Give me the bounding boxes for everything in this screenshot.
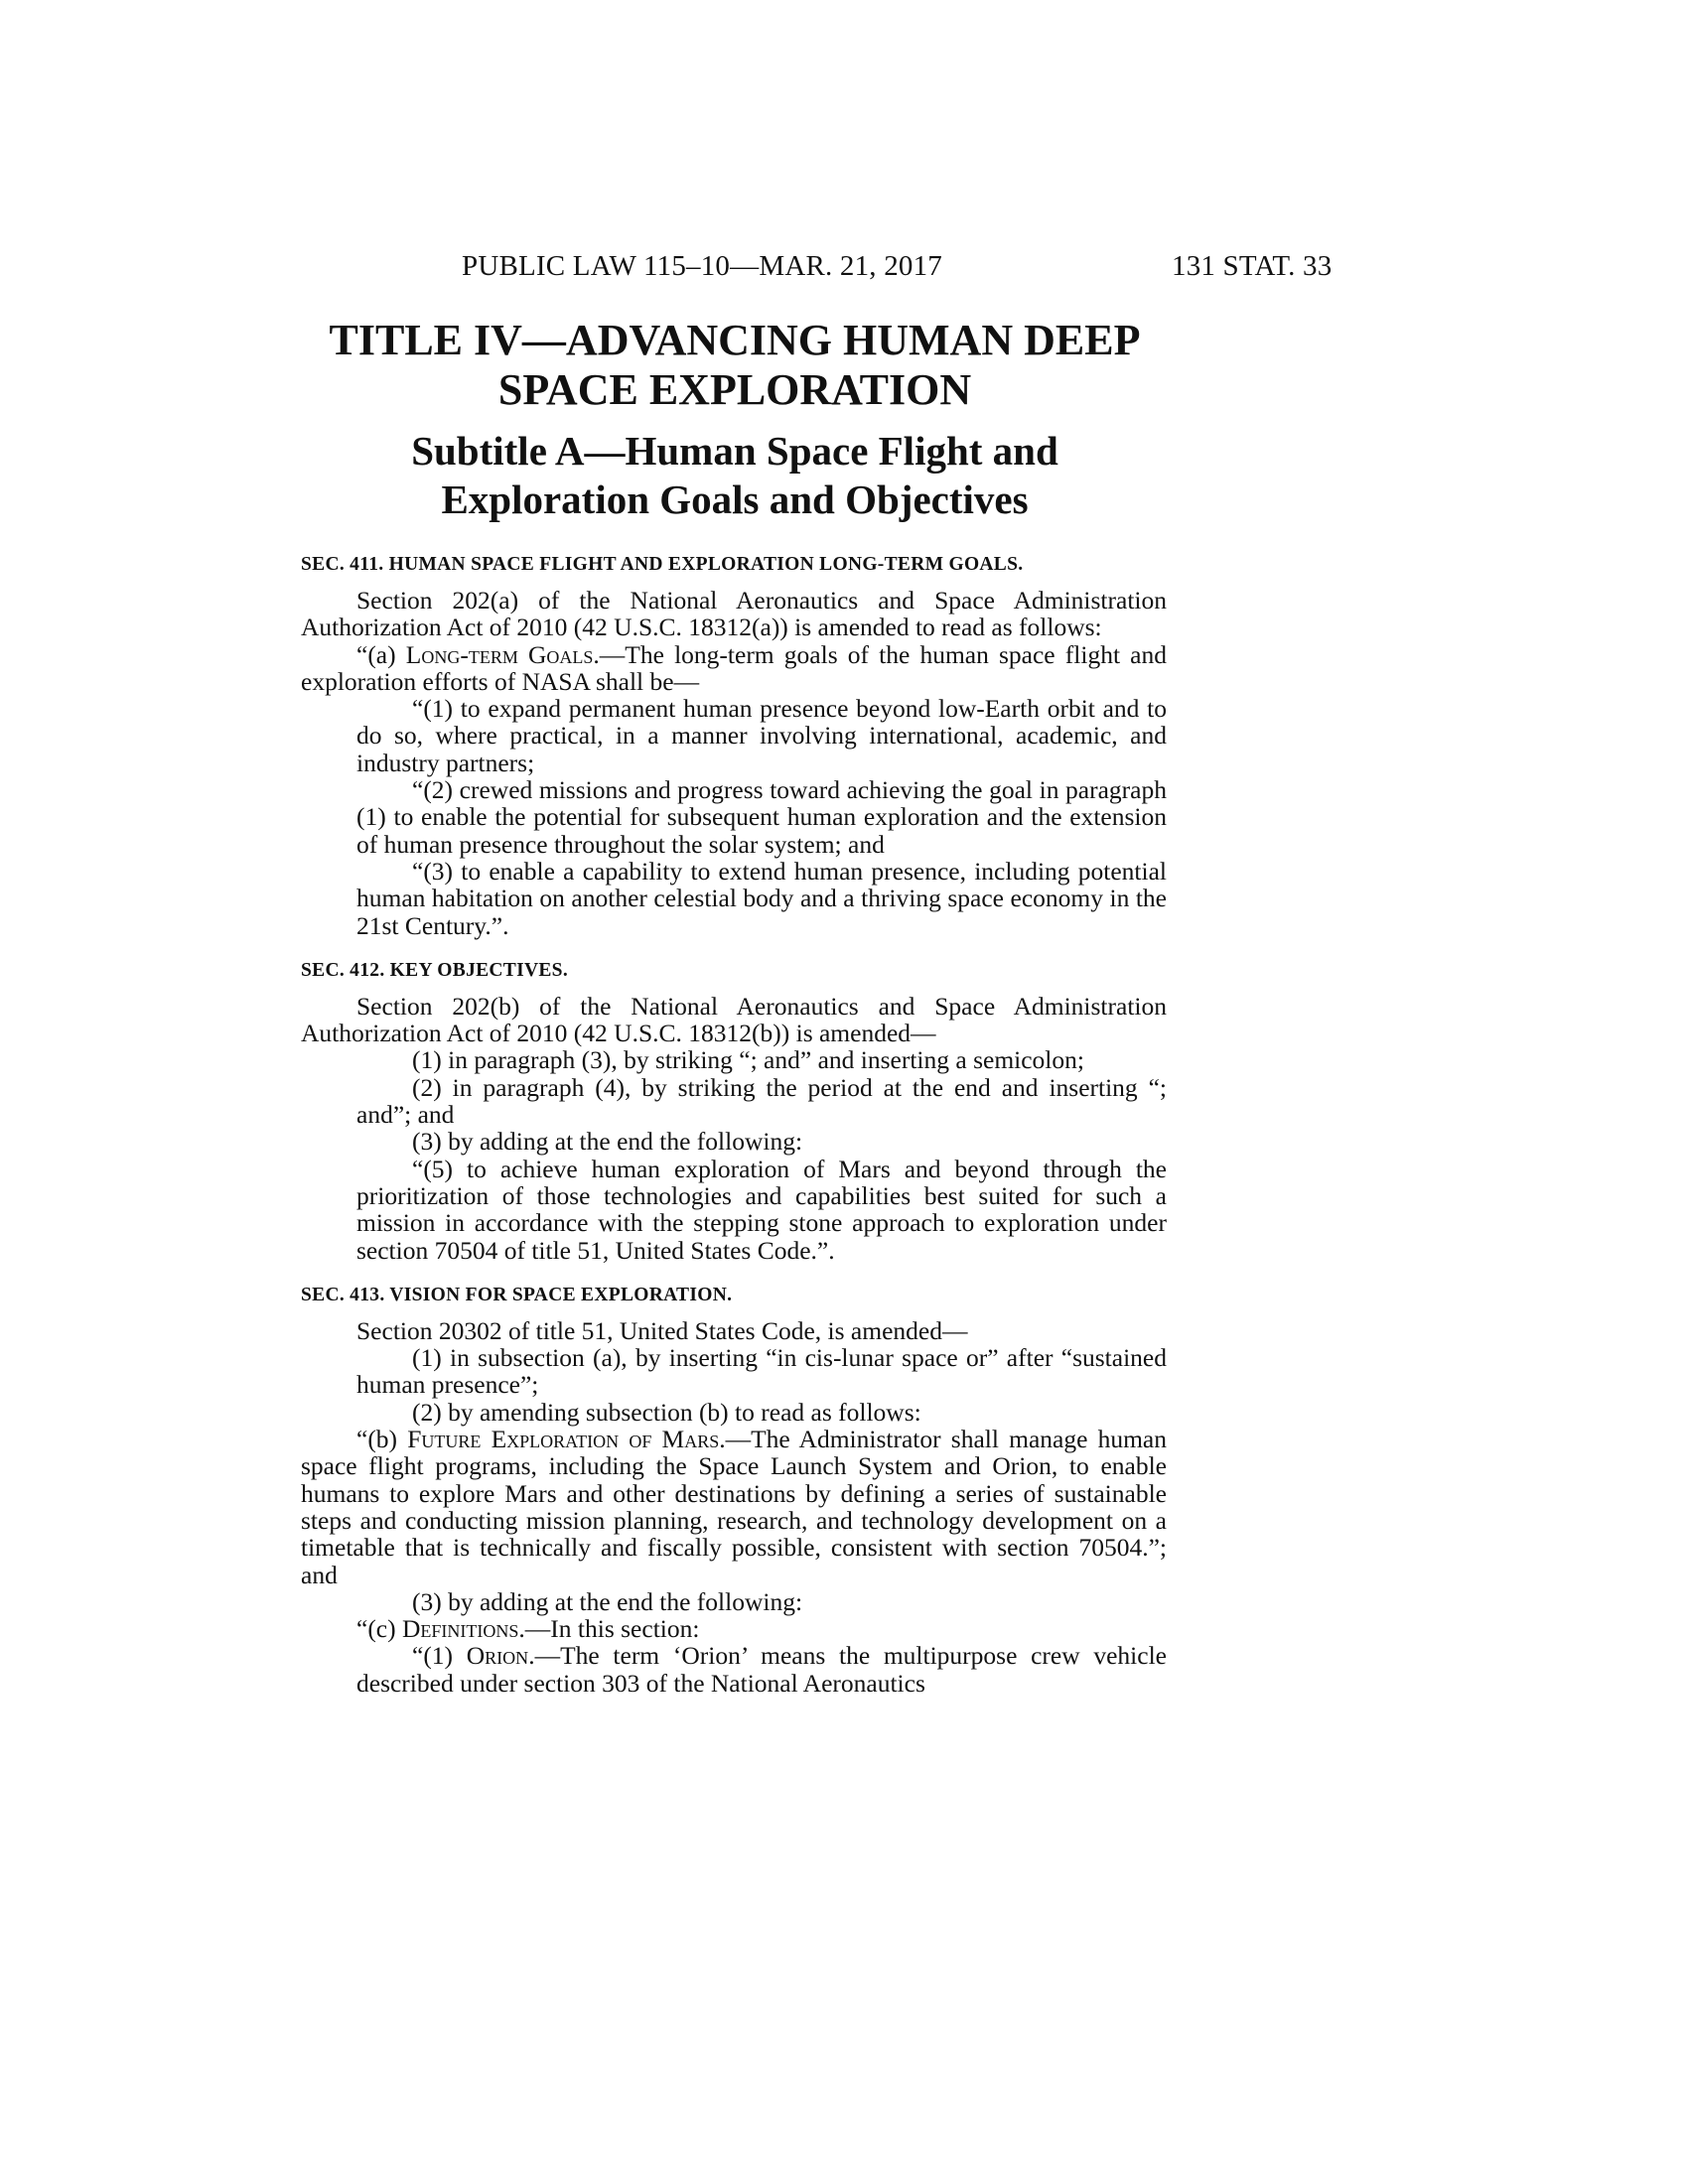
sec-412-paragraph-2: (2) in paragraph (4), by striking the period at the end and inserting “; and”; and: [356, 1072, 1167, 1130]
subsection-b-open: “(b): [356, 1425, 408, 1454]
sec-412-heading: SEC. 412. KEY OBJECTIVES.: [301, 959, 569, 981]
subtitle-heading: [298, 427, 1172, 524]
sec-413-subsection-b: [301, 1426, 1167, 1588]
sec-412-paragraph-1: (1) in paragraph (3), by striking “; and” and inserting a semicolon;: [412, 1045, 1084, 1075]
page-citation: 131 STAT. 33: [1172, 250, 1333, 282]
sec-412-intro: Section 202(b) of the National Aeronautics and Space Administration Authorization Act of 2010 (42 U.S.C. 18312(b)) is amended—: [301, 991, 1167, 1048]
subsection-a-text: .—The long-term goals of the human space flight and exploration efforts of NASA shall be—: [301, 639, 1167, 696]
title-line-2: SPACE EXPLORATION: [497, 365, 972, 414]
definition-1-label: Orion: [466, 1641, 529, 1671]
running-header: PUBLIC LAW 115–10—MAR. 21, 2017: [462, 250, 943, 282]
subsection-c-text: .—In this section:: [518, 1614, 700, 1644]
subtitle-line-2: Exploration Goals and Objectives: [441, 477, 1029, 522]
title-heading: [298, 316, 1172, 415]
sec-411-paragraph-1: “(1) to expand permanent human presence beyond low-Earth orbit and to do so, where practical, in a manner involving international, academic, and industry partners;: [356, 694, 1167, 777]
subsection-b-label: Future Exploration of Mars: [407, 1425, 720, 1454]
sec-411-intro: Section 202(a) of the National Aeronautics and Space Administration Authorization Act of 2010 (42 U.S.C. 18312(a)) is amended to read as follows:: [301, 586, 1167, 642]
sec-412-paragraph-5: “(5) to achieve human exploration of Mars and beyond through the prioritization of those technologies and capabilities best suited for such a mission in accordance with the stepping stone approach to exploration under section 70504 of title 51, United States Code.”.: [356, 1154, 1167, 1265]
subtitle-line-1: Subtitle A—Human Space Flight and: [411, 428, 1058, 474]
subsection-b-text: .—The Administrator shall manage human space flight programs, including the Space Launch System and Orion, to enable humans to explore Mars and other destinations by defining a series of sustainable steps and conducting mission planning, research, and technology development on a timetable that is technically and fiscally possible, consistent with section 70504.”; and: [301, 1425, 1167, 1589]
document-body: [301, 553, 1167, 1697]
sec-413-heading: SEC. 413. VISION FOR SPACE EXPLORATION.: [301, 1284, 733, 1305]
subsection-c-open: “(c): [356, 1614, 402, 1644]
sec-411-heading: SEC. 411. HUMAN SPACE FLIGHT AND EXPLORATION LONG-TERM GOALS.: [301, 554, 1024, 575]
definition-1-open: “(1): [412, 1641, 467, 1671]
sec-411-paragraph-2: “(2) crewed missions and progress toward achieving the goal in paragraph (1) to enable the potential for subsequent human exploration and the extension of human presence throughout the solar system; and: [356, 775, 1167, 859]
subsection-a-label: Long-term Goals: [405, 639, 594, 669]
sec-413-paragraph-2: (2) by amending subsection (b) to read as follows:: [412, 1397, 921, 1427]
definition-1-text: .—The term ‘Orion’ means the multipurpose crew vehicle described under section 303 of the National Aeronautics: [356, 1641, 1167, 1698]
sec-413-definition-1: [301, 1642, 1167, 1697]
sec-413-subsection-c: [301, 1615, 1167, 1642]
sec-411-subsection-a: [301, 641, 1167, 696]
sec-411-paragraph-3: “(3) to enable a capability to extend human presence, including potential human habitation on another celestial body and a thriving space economy in the 21st Century.”.: [356, 856, 1167, 940]
subsection-a-open: “(a): [356, 639, 406, 669]
title-line-1: TITLE IV—ADVANCING HUMAN DEEP: [329, 316, 1141, 364]
sec-413-intro: Section 20302 of title 51, United States Code, is amended—: [356, 1315, 968, 1345]
sec-412-paragraph-3: (3) by adding at the end the following:: [412, 1127, 803, 1157]
sec-413-paragraph-1: (1) in subsection (a), by inserting “in cis-lunar space or” after “sustained human presence”;: [356, 1343, 1167, 1400]
subsection-c-label: Definitions: [402, 1614, 519, 1644]
sec-413-paragraph-3: (3) by adding at the end the following:: [412, 1586, 803, 1616]
